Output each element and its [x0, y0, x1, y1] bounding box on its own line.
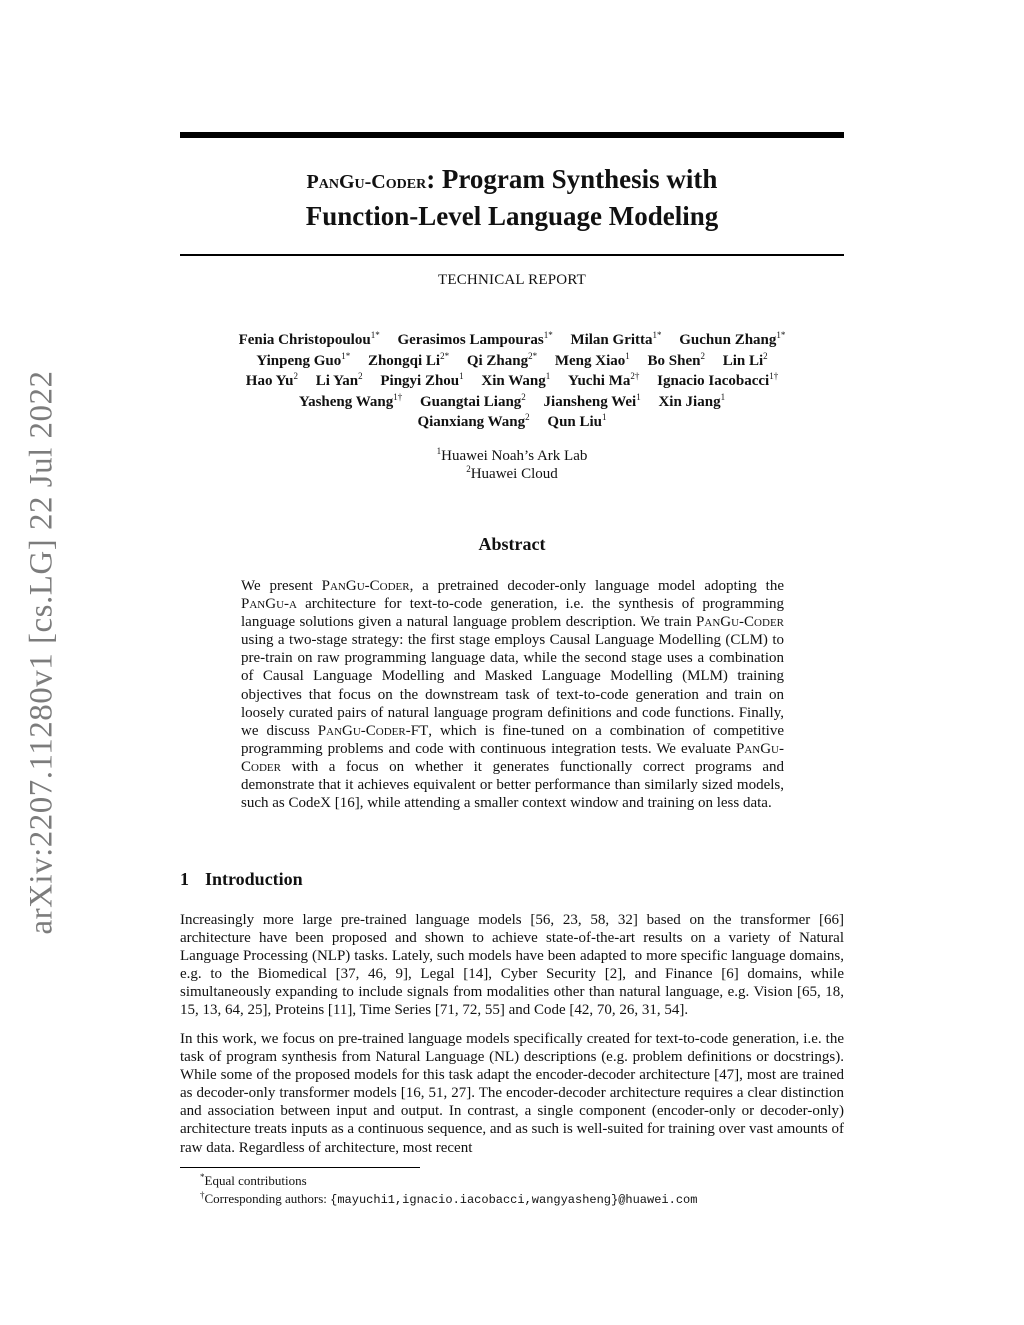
abstract-heading: Abstract — [478, 534, 546, 554]
abstract-body: We present PanGu-Coder, a pretrained decoder-only language model adopting the PanGu-α architecture for text-to-code generation, i.e. the synthesis of programming language solutions given a natural language problem description. We train PanGu-Coder using a two-stage strategy: the first stage employs Causal Language Modelling (CLM) to pre-train on raw programming language data, while the second stage uses a combination of Causal Language Modelling and Masked Language Modelling (MLM) training objectives that focus on the downstream task of text-to-code generation and train on loosely curated pairs of natural language program definitions and code functions. Finally, we discuss PanGu-Coder-FT, which is fine-tuned on a combination of competitive programming problems and code with continuous integration tests. We evaluate PanGu-Coder with a focus on whether it generates functionally correct programs and demonstrate that it achieves equivalent or better performance than similarly sized models, such as CodeX [16], while attending a smaller context window and training on less data. — [241, 578, 784, 812]
author: Qun Liu$^1$ — [547, 412, 607, 431]
author: Xin Wang$^1$ — [481, 371, 551, 390]
title-bottom-rule — [180, 254, 844, 256]
author: Yuchi $Ma^{2\dagger}$ — [567, 371, 640, 390]
author: Meng Xiao$^1$ — [554, 350, 630, 369]
title-line1-rest: : Program Synthesis with — [426, 164, 718, 194]
author-list — [180, 330, 844, 433]
author: Bo Shen$^2$ — [647, 350, 705, 369]
author: Guangtai Liang$^2$ — [420, 391, 526, 410]
author: Hao Yu$^2$ — [245, 371, 298, 390]
author: Qi Zhang$^{2*}$ — [466, 350, 538, 369]
section-heading-introduction: 1 Introduction — [180, 869, 303, 889]
author: Fenia Christopoulou$^{1*}$ — [238, 330, 380, 348]
arxiv-identifier-sidebar — [20, 360, 65, 945]
author: Yasheng Wang$^{1\dagger}$ — [298, 391, 403, 410]
affiliation: $^1$Huawei Noah’s Ark Lab — [436, 446, 588, 464]
author: Jiansheng Wei$^1$ — [543, 391, 641, 410]
title-top-rule — [180, 132, 844, 138]
arxiv-id-text: arXiv:2207.11280v1 [cs.LG] 22 Jul 2022 — [24, 370, 60, 935]
author: Guchun Zhang$^{1*}$ — [679, 330, 786, 348]
author: Pingyi Zhou$^1$ — [380, 371, 464, 390]
author: Ignacio Iacobacci$^{1\dagger}$ — [657, 371, 779, 390]
author: Zhongqi $Li^{2*}$ — [367, 350, 450, 369]
report-type: TECHNICAL REPORT — [438, 272, 586, 288]
author: Li Yan$^2$ — [315, 371, 363, 390]
intro-paragraph-1: Increasingly more large pre-trained language models [56, 23, 58, 32] based on the transformer [66] architecture have been proposed and shown to achieve state-of-the-art results on a variety of Natural Language Processing (NLP) tasks. Lately, such models have been adapted to more specific language domains, e.g. to the Biomedical [37, 46, 9], Legal [14], Cyber Security [2], and Finance [6] domains, while simultaneously expanding to include signals from modalities other than natural language, e.g. Vision [65, 18, 15, 13, 64, 25], Proteins [11], Time Series [71, 72, 55] and Code [42, 70, 26, 31, 54]. — [180, 912, 844, 1019]
author: Gerasimos Lampouras$^{1*}$ — [397, 330, 553, 348]
title-line2: Function-Level Language Modeling — [305, 201, 719, 231]
author: Yinpeng Guo$^{1*}$ — [256, 350, 351, 369]
footnote-corresponding-authors: †Corresponding authors: {mayuchi1,ignacio.iacobacci,wangyasheng}@huawei.com — [200, 1190, 698, 1207]
author: Qianxiang Wang$^2$ — [417, 412, 530, 431]
footnote-equal-contribution: *Equal contributions — [200, 1172, 307, 1188]
affiliation: $^2$Huawei Cloud — [466, 464, 558, 483]
title-model-name: PanGu-Coder — [306, 171, 427, 193]
author: Milan Gritta$^{1*}$ — [570, 330, 662, 348]
affiliations — [180, 447, 844, 484]
author: Lin Li$^2$ — [722, 350, 768, 369]
paper-title — [180, 162, 844, 233]
author: Xin Jiang$^1$ — [658, 391, 726, 410]
footnote-rule — [180, 1167, 420, 1168]
intro-paragraph-2: In this work, we focus on pre-trained language models specifically created for text-to-code generation, i.e. the task of program synthesis from Natural Language (NL) descriptions (e.g. problem definitions or docstrings). While some of the proposed models for this task adapt the encoder-decoder architecture [47], most are trained as decoder-only transformer models [16, 51, 27]. The encoder-decoder architecture requires a clear distinction and association between input and output. In contrast, a single component (encoder-only or decoder-only) architecture treats inputs as a continuous sequence, and as such is well-suited for training over vast amounts of raw data. Regardless of architecture, most recent — [180, 1031, 844, 1156]
